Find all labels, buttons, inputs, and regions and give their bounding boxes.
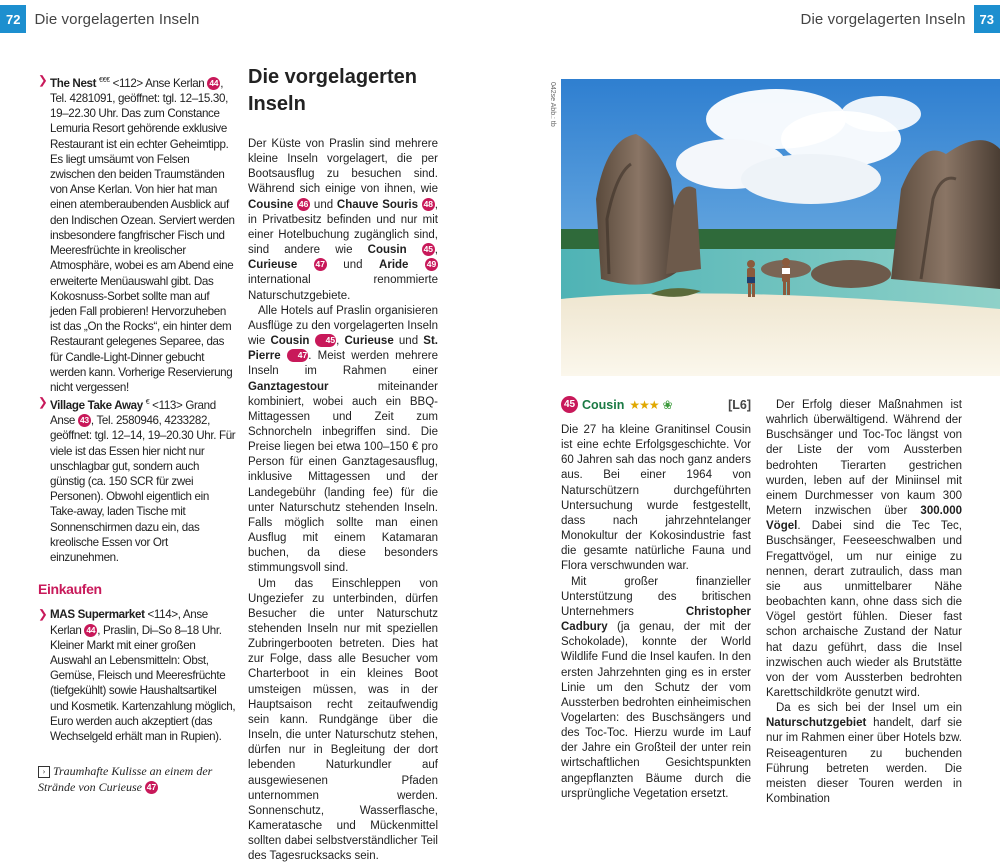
text: (ja genau, der mit der Schokolade), konnte der World Wildlife Fund die Insel kaufen. In den ersten Jahrzehnten ging es in erster Linie um den Schutz der vom Aussterben bedrohten einheimischen Vogelarten: des Buschsängers und des Toc-Toc. Hierzu wurde im Lauf der Jahre ein Großteil der unter rein wirtschaftlichen Gesichtspunkten angepflanzten Bäume durch die ursprüngliche Vegetation ersetzt. — [561, 621, 751, 800]
text: , — [434, 244, 438, 257]
island-name: Aride — [379, 259, 409, 272]
listing-name: MAS Supermarket — [50, 608, 145, 622]
listing-name: Village Take Away — [50, 398, 143, 412]
photo-credit: 042se Abb.: tb — [549, 82, 556, 127]
right-page-header — [793, 0, 1000, 38]
beach-photo — [561, 79, 1000, 376]
cousin-paragraph-2 — [561, 575, 751, 802]
highlight: Naturschutzgebiet — [766, 717, 867, 730]
island-name: Cousin — [270, 335, 310, 348]
highlight: Christopher Cadbury — [561, 605, 751, 634]
section-heading-einkaufen: Einkaufen — [38, 581, 102, 598]
cousin-badge: 45 — [561, 396, 578, 413]
listing-text: , Tel. 2580946, 4233282, geöffnet: tgl. 12–14, 19–20.30 Uhr. Für viele ist das Essen hier nicht nur unschlagbar gut, sondern auch günstig (ca. 150 SCR für zwei Personen). Obwohl eigentlich ein Take-away, laden Tische mit Sonnenschirmen dazu ein, das kreolische Essen vor Ort einzunehmen. — [50, 414, 236, 565]
left-running-title: Die vorgelagerten Inseln — [34, 10, 200, 28]
cousin-column-2 — [766, 398, 962, 807]
map-badge: 45 — [423, 244, 434, 255]
left-page-header — [0, 0, 207, 38]
map-badge: 47 — [315, 259, 325, 270]
section-title-line1: Die vorgelagerten — [248, 66, 417, 88]
listing-ref: <112> — [112, 76, 143, 90]
caption-arrow-icon: › — [38, 766, 50, 778]
arrow-icon: ❯ — [38, 74, 48, 87]
map-badge: 44 — [207, 77, 220, 90]
text: miteinander kombiniert, wobei auch ein BBQ-Mittagessen und Zeit zum Schnorcheln inbegriffen sind. Die Preise liegen bei etwa 100–150 € pro Person für einen Ganztagesausflug, inklusive Mittagessen und der Landegebühr (landing fee) für die unter Naturschutz stehenden Inseln. Falls möglich sollte man einen Ausflug mit einem Katamaran buchen, da diese besonders stimmungsvoll sind. — [248, 380, 438, 575]
cousin-entry-heading — [561, 396, 751, 413]
map-badge: 44 — [84, 624, 97, 637]
cousin-paragraph-1: Die 27 ha kleine Granitinsel Cousin ist eine echte Erfolgsgeschichte. Vor 60 Jahren sah das noch ganz anders aus. Bei einer 1964 von Naturschützern durchgeführten Untersuchung wurde festgestellt, dass nach jahrzehntelanger Monokultur der Kokosindustrie fast die gesamte natürliche Fauna und Flora verschwunden war. — [561, 424, 751, 573]
listing-the-nest — [38, 73, 236, 395]
island-name: Curieuse — [344, 335, 394, 348]
intro-paragraph-1 — [248, 137, 438, 304]
listing-area: Grand Anse — [50, 398, 216, 428]
right-running-title: Die vorgelagerten Inseln — [800, 10, 966, 28]
text: und — [393, 335, 424, 348]
listing-ref: <113> — [152, 398, 183, 412]
map-badge: 43 — [78, 414, 91, 427]
listing-area: Anse Kerlan — [145, 76, 205, 90]
listing-text: , Praslin, Di–So 8–18 Uhr. Kleiner Markt mit einer großen Auswahl an Lebensmitteln: Obst, Gemüse, Fleisch und Meeresfrüchte (tiefgekühlt) sowie Haushaltsartikel und Kosmetik. Kartenzahlung möglich, Euro werden auch akzeptiert (das Wechselgeld erhält man in Rupien). — [50, 623, 236, 744]
cousin-paragraph-3 — [766, 398, 962, 701]
left-page-number: 72 — [0, 5, 26, 33]
intro-paragraph-3: Um das Einschleppen von Ungeziefer zu unterbinden, dürfen Besucher die unter Naturschutz stehenden Inseln nur mit speziellen Zubringerbooten betreten. Dies hat zur Folge, dass alle Besucher vom Charterboot in ein kleines Boot umsteigen müssen, was in der Hauptsaison recht zeitaufwendig sein kann. Rundgänge über die Inseln, die unter Naturschutz stehen, dürfen nur in Begleitung der dort lebenden Naturkundler auf ausgewiesenen Pfaden unternommen werden. Sonnenschutz, Wasserflasche, Kameratasche und Mückenmittel sollten dabei selbstverständlicher Teil des Tagesrucksacks sein. — [248, 577, 438, 863]
listing-village-take-away — [38, 395, 236, 565]
map-grid-ref: [L6] — [728, 397, 751, 412]
text: handelt, darf sie nur im Rahmen einer über Hotels bzw. Reiseagenturen zu buchenden Führung betreten werden. Die meisten dieser Touren werden in Kombination — [766, 717, 962, 806]
intro-column — [248, 137, 438, 865]
text: international renommierte Naturschutzgebiete. — [248, 274, 438, 302]
map-badge: 48 — [423, 198, 434, 209]
map-badge: 49 — [426, 259, 437, 270]
highlight: 300.000 Vögel — [766, 505, 962, 533]
eco-symbol-icon: ❀ — [662, 397, 673, 412]
price-category: € — [145, 399, 150, 407]
map-badge: 46 — [298, 198, 309, 209]
right-page-number: 73 — [974, 5, 1000, 33]
listing-intro: , Anse Kerlan — [50, 608, 208, 637]
text: und — [310, 198, 337, 211]
text: , — [336, 335, 345, 348]
text: Alle Hotels auf Praslin organisieren Ausflüge zu den vorgelagerten Inseln wie — [248, 304, 438, 348]
photo-caption — [38, 763, 238, 795]
island-name: St. Pierre — [248, 335, 438, 363]
listing-name: The Nest — [50, 76, 97, 90]
text: Der Küste von Praslin sind mehrere kleine Inseln vorgelagert, die per Bootsausflug zu besuchen sind. Während sich einige von ihnen, wie — [248, 138, 438, 196]
listing-mas-supermarket — [38, 607, 236, 744]
caption-badge: 47 — [146, 782, 157, 792]
cousin-paragraph-4 — [766, 701, 962, 807]
island-name: Chauve Souris — [336, 198, 419, 211]
section-title — [248, 64, 417, 118]
section-title-line2: Inseln — [248, 93, 306, 115]
text: . Meist werden mehrere Inseln im Rahmen einer — [248, 350, 439, 378]
island-name: Cousin — [367, 244, 407, 257]
text: Der Erfolg dieser Maßnahmen ist wahrlich überwältigend. Während der Buschsänger und Toc-Toc längst von der Liste der vom Aussterben bedrohten Tierarten gestrichen wurden, leben auf der Miniinsel mit einem Durchmesser von kaum 300 Metern inzwischen über — [766, 399, 962, 518]
map-badge: 47 — [287, 349, 308, 362]
rating-stars: ★★★ — [629, 397, 659, 412]
intro-paragraph-2 — [248, 304, 438, 577]
text: und — [326, 259, 380, 272]
price-category: €€€ — [99, 77, 110, 84]
text: Da es sich bei der Insel um ein — [776, 702, 962, 715]
listing-text: , Tel. 4281091, geöffnet: tgl. 12–15.30, 19–22.30 Uhr. Das zum Constance Lemuria Resort gehörende exklusive Restaurant ist ein echter Geheimtipp. Es liegt umsäumt von Felsen zwischen den beiden Traumständen von Anse Kerlan. Von hier hat man einen atemberaubenden Ausblick auf den Indischen Ozean. Serviert werden insbesondere fangfrischer Fisch und Meeresfrüchte in kreolischer Atmosphäre, wobei es am Abend eine erweiterte Menüauswahl gibt. Das Kokosnuss-Sorbet sollte man auf jeden Fall probieren! Hervorzuheben ist das „On the Rocks“, ein hinter dem Restaurant gelegenes Separee, das für Candle-Light-Dinner gebucht werden kann. Vorherige Reservierung nicht vergessen! — [50, 76, 235, 394]
text: , in Privatbesitz befinden und nur mit einer Hotelbuchung zugänglich sind, sind andere wie — [248, 198, 438, 257]
arrow-icon: ❯ — [38, 396, 48, 410]
text: Mit großer finanzieller Unterstützung des britischen Unternehmers — [561, 575, 751, 618]
highlight: Ganztagestour — [248, 380, 329, 393]
text: . Dabei sind die Tec Tec, Buschsänger, Feeseeschwalben und Fregattvögel, um nur einige zu nennen, derart zutraulich, dass man sie aus unmittelbarer Nähe beobachten kann, ohne dass sich die Vögel gestört fühlen. Dieser fast schon archaische Zustand der Natur hat dazu geführt, dass die Insel inzwischen auch wieder als Brutstätte von der vom Aussterben bedrohten Karettschildkröte genutzt wird. — [766, 520, 962, 699]
cousin-name: Cousin — [582, 397, 625, 412]
listing-ref: <114> — [147, 608, 178, 622]
beach-photo-illustration — [561, 79, 1000, 376]
cousin-column-1 — [561, 423, 751, 802]
island-name: Cousine — [248, 198, 294, 211]
island-name: Curieuse — [248, 259, 298, 272]
caption-text: Traumhafte Kulisse an einem der Strände von Curieuse — [38, 764, 213, 794]
listings-column — [38, 73, 236, 744]
arrow-icon: ❯ — [38, 608, 48, 622]
map-badge: 45 — [315, 334, 336, 347]
